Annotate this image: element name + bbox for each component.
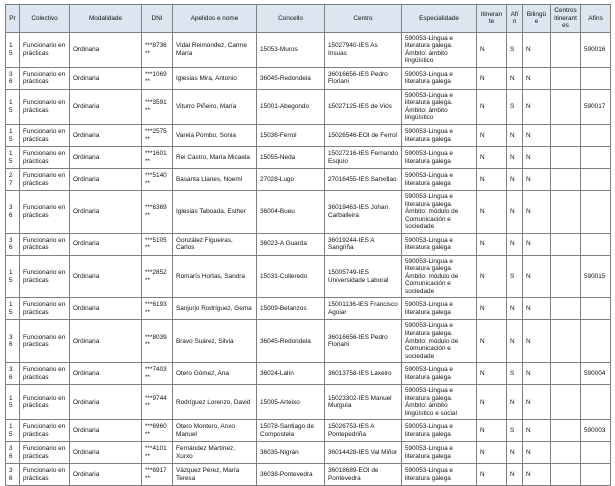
header-bilingue: Bilingüe bbox=[523, 5, 551, 33]
cell-centros-itinerantes bbox=[551, 442, 581, 464]
cell-centro: 27016455-IES Sanxillao bbox=[325, 169, 402, 191]
cell-pr: 36 bbox=[6, 67, 20, 89]
cell-especialidade: 590053-Lingua e literatura galega. Ámbito: módulo de Comunicación e sociedade bbox=[402, 255, 477, 298]
cell-colectivo: Funcionario en prácticas bbox=[20, 363, 70, 385]
cell-dni: ***5105** bbox=[142, 233, 173, 255]
cell-pr: 27 bbox=[6, 169, 20, 191]
cell-pr: 36 bbox=[6, 464, 20, 486]
cell-dni: ***5140** bbox=[142, 169, 173, 191]
table-row bbox=[6, 320, 611, 363]
cell-afin: N bbox=[507, 464, 523, 486]
cell-concello: 36038-Pontevedra bbox=[257, 464, 325, 486]
cell-modalidade: Ordinaria bbox=[70, 67, 142, 89]
cell-centros-itinerantes bbox=[551, 125, 581, 147]
cell-centros-itinerantes bbox=[551, 363, 581, 385]
cell-itinerante: N bbox=[477, 464, 507, 486]
cell-afin: N bbox=[507, 233, 523, 255]
cell-centros-itinerantes bbox=[551, 298, 581, 320]
cell-modalidade: Ordinaria bbox=[70, 255, 142, 298]
cell-modalidade: Ordinaria bbox=[70, 464, 142, 486]
cell-apelidos-e-nome: Bravo Suárez, Silvia bbox=[173, 320, 257, 363]
header-itinerante: Itinerante bbox=[477, 5, 507, 33]
cell-dni: ***6193** bbox=[142, 298, 173, 320]
cell-apelidos-e-nome: Vázquez Pérez, María Teresa bbox=[173, 464, 257, 486]
header-dni: DNI bbox=[142, 5, 173, 33]
table-row bbox=[6, 147, 611, 169]
cell-afins: 590003 bbox=[581, 420, 611, 442]
cell-afin: N bbox=[507, 385, 523, 420]
cell-colectivo: Funcionario en prácticas bbox=[20, 385, 70, 420]
cell-bilingue: N bbox=[523, 464, 551, 486]
cell-itinerante: N bbox=[477, 191, 507, 234]
cell-modalidade: Ordinaria bbox=[70, 420, 142, 442]
cell-dni: ***6917** bbox=[142, 464, 173, 486]
cell-especialidade: 590053-Lingua e literatura galega bbox=[402, 298, 477, 320]
cell-pr: 36 bbox=[6, 233, 20, 255]
table-row bbox=[6, 125, 611, 147]
assignments-table bbox=[5, 4, 611, 486]
cell-modalidade: Ordinaria bbox=[70, 169, 142, 191]
cell-apelidos-e-nome: Otero Gómez, Ana bbox=[173, 363, 257, 385]
cell-afins bbox=[581, 298, 611, 320]
cell-dni: ***7403** bbox=[142, 363, 173, 385]
cell-apelidos-e-nome: Rodríguez Lorenzo, David bbox=[173, 385, 257, 420]
cell-especialidade: 590053-Lingua e literatura galega bbox=[402, 233, 477, 255]
cell-colectivo: Funcionario en prácticas bbox=[20, 191, 70, 234]
cell-colectivo: Funcionario en prácticas bbox=[20, 67, 70, 89]
cell-centros-itinerantes bbox=[551, 191, 581, 234]
cell-centro: 15023302-IES Manuel Murguía bbox=[325, 385, 402, 420]
table-row bbox=[6, 442, 611, 464]
header-afin: Afín bbox=[507, 5, 523, 33]
cell-especialidade: 590053-Lingua e literatura galega. Ámbito: módulo de Comunicación e sociedade bbox=[402, 320, 477, 363]
cell-especialidade: 590053-Lingua e literatura galega bbox=[402, 442, 477, 464]
cell-apelidos-e-nome: González Figueiras, Carlos bbox=[173, 233, 257, 255]
header-apelidos-e-nome: Apelidos e nome bbox=[173, 5, 257, 33]
cell-centro: 15027125-IES de Viós bbox=[325, 89, 402, 124]
cell-itinerante: N bbox=[477, 298, 507, 320]
cell-itinerante: N bbox=[477, 363, 507, 385]
cell-pr: 36 bbox=[6, 320, 20, 363]
cell-centros-itinerantes bbox=[551, 147, 581, 169]
table-body bbox=[6, 32, 611, 486]
table-row bbox=[6, 363, 611, 385]
cell-pr: 15 bbox=[6, 298, 20, 320]
header-centros-itinerantes: Centros itinerantes bbox=[551, 5, 581, 33]
cell-centros-itinerantes bbox=[551, 420, 581, 442]
cell-centro: 36019244-IES A Sangriña bbox=[325, 233, 402, 255]
cell-pr: 15 bbox=[6, 147, 20, 169]
cell-apelidos-e-nome: Fernández Martínez, Xurxo bbox=[173, 442, 257, 464]
cell-pr: 15 bbox=[6, 255, 20, 298]
cell-colectivo: Funcionario en prácticas bbox=[20, 125, 70, 147]
cell-bilingue: N bbox=[523, 320, 551, 363]
cell-modalidade: Ordinaria bbox=[70, 363, 142, 385]
cell-bilingue: N bbox=[523, 363, 551, 385]
cell-afins bbox=[581, 191, 611, 234]
cell-afin: N bbox=[507, 67, 523, 89]
cell-centro: 15026753-IES A Pontepedriña bbox=[325, 420, 402, 442]
cell-dni: ***2575** bbox=[142, 125, 173, 147]
table-row bbox=[6, 89, 611, 124]
cell-itinerante: N bbox=[477, 32, 507, 67]
cell-apelidos-e-nome: Basanta Llanes, Noemí bbox=[173, 169, 257, 191]
cell-afins bbox=[581, 169, 611, 191]
cell-dni: ***9744** bbox=[142, 385, 173, 420]
cell-centro: 36016656-IES Pedro Floriani bbox=[325, 67, 402, 89]
cell-afin: N bbox=[507, 320, 523, 363]
cell-colectivo: Funcionario en prácticas bbox=[20, 169, 70, 191]
cell-modalidade: Ordinaria bbox=[70, 320, 142, 363]
cell-afins bbox=[581, 233, 611, 255]
cell-apelidos-e-nome: Romarís Hortas, Sandra bbox=[173, 255, 257, 298]
cell-afin: N bbox=[507, 125, 523, 147]
cell-itinerante: N bbox=[477, 385, 507, 420]
cell-bilingue: N bbox=[523, 147, 551, 169]
cell-concello: 15036-Ferrol bbox=[257, 125, 325, 147]
cell-afin: S bbox=[507, 255, 523, 298]
cell-concello: 36035-Nigrán bbox=[257, 442, 325, 464]
cell-dni: ***4101** bbox=[142, 442, 173, 464]
cell-concello: 15009-Betanzos bbox=[257, 298, 325, 320]
cell-bilingue: N bbox=[523, 191, 551, 234]
cell-concello: 15053-Muros bbox=[257, 32, 325, 67]
cell-afin: S bbox=[507, 89, 523, 124]
cell-centros-itinerantes bbox=[551, 67, 581, 89]
header-centro: Centro bbox=[325, 5, 402, 33]
cell-pr: 36 bbox=[6, 363, 20, 385]
cell-modalidade: Ordinaria bbox=[70, 89, 142, 124]
cell-modalidade: Ordinaria bbox=[70, 442, 142, 464]
cell-pr: 15 bbox=[6, 420, 20, 442]
cell-modalidade: Ordinaria bbox=[70, 32, 142, 67]
cell-concello: 36045-Redondela bbox=[257, 67, 325, 89]
cell-especialidade: 590053-Lingua e literatura galega bbox=[402, 147, 477, 169]
cell-afins bbox=[581, 464, 611, 486]
cell-apelidos-e-nome: Vidal Reimúndez, Carme María bbox=[173, 32, 257, 67]
cell-itinerante: N bbox=[477, 320, 507, 363]
cell-dni: ***2852** bbox=[142, 255, 173, 298]
cell-colectivo: Funcionario en prácticas bbox=[20, 32, 70, 67]
cell-modalidade: Ordinaria bbox=[70, 298, 142, 320]
cell-afins bbox=[581, 125, 611, 147]
cell-afins bbox=[581, 67, 611, 89]
cell-apelidos-e-nome: Varela Pombo, Sonia bbox=[173, 125, 257, 147]
cell-itinerante: N bbox=[477, 89, 507, 124]
cell-modalidade: Ordinaria bbox=[70, 125, 142, 147]
cell-afin: N bbox=[507, 442, 523, 464]
cell-itinerante: N bbox=[477, 255, 507, 298]
cell-afin: S bbox=[507, 32, 523, 67]
cell-concello: 36024-Lalín bbox=[257, 363, 325, 385]
cell-itinerante: N bbox=[477, 125, 507, 147]
header-especialidade: Especialidade bbox=[402, 5, 477, 33]
cell-centros-itinerantes bbox=[551, 89, 581, 124]
cell-bilingue: N bbox=[523, 298, 551, 320]
cell-colectivo: Funcionario en prácticas bbox=[20, 320, 70, 363]
cell-afins: 590016 bbox=[581, 32, 611, 67]
cell-especialidade: 590053-Lingua e literatura galega bbox=[402, 363, 477, 385]
header-afins: Afíns bbox=[581, 5, 611, 33]
cell-afins bbox=[581, 385, 611, 420]
cell-bilingue: N bbox=[523, 67, 551, 89]
cell-centro: 36019463-IES Johan Carballeira bbox=[325, 191, 402, 234]
cell-dni: ***1069** bbox=[142, 67, 173, 89]
cell-concello: 15078-Santiago de Compostela bbox=[257, 420, 325, 442]
table-row bbox=[6, 32, 611, 67]
cell-colectivo: Funcionario en prácticas bbox=[20, 298, 70, 320]
cell-bilingue: N bbox=[523, 442, 551, 464]
cell-especialidade: 590053-Lingua e literatura galega. Ámbito: ámbito lingüístico bbox=[402, 32, 477, 67]
cell-itinerante: N bbox=[477, 169, 507, 191]
cell-colectivo: Funcionario en prácticas bbox=[20, 420, 70, 442]
table-row bbox=[6, 464, 611, 486]
cell-bilingue: N bbox=[523, 255, 551, 298]
cell-centro: 36013758-IES Laxeiro bbox=[325, 363, 402, 385]
cell-centro: 36014428-IES Val Miñor bbox=[325, 442, 402, 464]
cell-centros-itinerantes bbox=[551, 464, 581, 486]
cell-pr: 36 bbox=[6, 442, 20, 464]
cell-itinerante: N bbox=[477, 67, 507, 89]
cell-especialidade: 590053-Lingua e literatura galega. Ámbito: ámbito lingüístico bbox=[402, 89, 477, 124]
cell-afins: 590004 bbox=[581, 363, 611, 385]
cell-dni: ***6960** bbox=[142, 420, 173, 442]
cell-dni: ***8736** bbox=[142, 32, 173, 67]
cell-itinerante: N bbox=[477, 147, 507, 169]
cell-concello: 36004-Bueu bbox=[257, 191, 325, 234]
cell-afins bbox=[581, 442, 611, 464]
cell-centro: 15005749-IES Universidade Laboral bbox=[325, 255, 402, 298]
cell-centro: 15027940-IES As Insuas bbox=[325, 32, 402, 67]
cell-especialidade: 590053-Lingua e literatura galega. Ámbito: módulo de Comunicación e sociedade bbox=[402, 191, 477, 234]
table-row bbox=[6, 255, 611, 298]
cell-concello: 36023-A Guarda bbox=[257, 233, 325, 255]
table-row bbox=[6, 233, 611, 255]
cell-apelidos-e-nome: Iglesias Taboada, Esther bbox=[173, 191, 257, 234]
cell-afins bbox=[581, 320, 611, 363]
cell-afin: N bbox=[507, 147, 523, 169]
cell-afins: 590017 bbox=[581, 89, 611, 124]
cell-centros-itinerantes bbox=[551, 320, 581, 363]
cell-centros-itinerantes bbox=[551, 32, 581, 67]
cell-afin: N bbox=[507, 298, 523, 320]
table-header bbox=[6, 5, 611, 33]
cell-colectivo: Funcionario en prácticas bbox=[20, 147, 70, 169]
cell-afin: S bbox=[507, 363, 523, 385]
header-row bbox=[6, 5, 611, 33]
table-row bbox=[6, 385, 611, 420]
cell-colectivo: Funcionario en prácticas bbox=[20, 442, 70, 464]
header-pr: Pr bbox=[6, 5, 20, 33]
table-row bbox=[6, 169, 611, 191]
cell-apelidos-e-nome: Otero Montero, Anxo Manuel bbox=[173, 420, 257, 442]
cell-concello: 15001-Abegondo bbox=[257, 89, 325, 124]
cell-apelidos-e-nome: Iglesias Mira, Antonio bbox=[173, 67, 257, 89]
cell-bilingue: N bbox=[523, 125, 551, 147]
cell-concello: 15005-Arteixo bbox=[257, 385, 325, 420]
cell-apelidos-e-nome: Rei Castro, María Micaela bbox=[173, 147, 257, 169]
cell-afin: N bbox=[507, 191, 523, 234]
cell-centro: 15026546-EOI de Ferrol bbox=[325, 125, 402, 147]
cell-modalidade: Ordinaria bbox=[70, 233, 142, 255]
cell-colectivo: Funcionario en prácticas bbox=[20, 233, 70, 255]
cell-colectivo: Funcionario en prácticas bbox=[20, 255, 70, 298]
cell-colectivo: Funcionario en prácticas bbox=[20, 89, 70, 124]
table-row bbox=[6, 298, 611, 320]
cell-bilingue: N bbox=[523, 32, 551, 67]
cell-modalidade: Ordinaria bbox=[70, 191, 142, 234]
cell-afin: N bbox=[507, 169, 523, 191]
cell-bilingue: N bbox=[523, 420, 551, 442]
cell-centros-itinerantes bbox=[551, 169, 581, 191]
cell-afin: S bbox=[507, 420, 523, 442]
cell-modalidade: Ordinaria bbox=[70, 385, 142, 420]
cell-apelidos-e-nome: Sanjurjo Rodríguez, Gema bbox=[173, 298, 257, 320]
header-colectivo: Colectivo bbox=[20, 5, 70, 33]
cell-especialidade: 590053-Lingua e literatura galega bbox=[402, 125, 477, 147]
cell-afins bbox=[581, 147, 611, 169]
header-concello: Concello bbox=[257, 5, 325, 33]
cell-afins: 590015 bbox=[581, 255, 611, 298]
cell-itinerante: N bbox=[477, 442, 507, 464]
cell-bilingue: N bbox=[523, 169, 551, 191]
cell-especialidade: 590053-Lingua e literatura galega bbox=[402, 464, 477, 486]
cell-modalidade: Ordinaria bbox=[70, 147, 142, 169]
cell-centros-itinerantes bbox=[551, 385, 581, 420]
cell-centro: 15027216-IES Fernando Esquío bbox=[325, 147, 402, 169]
cell-centro: 36016656-IES Pedro Floriani bbox=[325, 320, 402, 363]
cell-especialidade: 590053-Lingua e literatura galega bbox=[402, 420, 477, 442]
cell-dni: ***3591** bbox=[142, 89, 173, 124]
header-modalidade: Modalidade bbox=[70, 5, 142, 33]
cell-concello: 15055-Neda bbox=[257, 147, 325, 169]
cell-colectivo: Funcionario en prácticas bbox=[20, 464, 70, 486]
cell-pr: 15 bbox=[6, 385, 20, 420]
cell-centro: 15001136-IES Francisco Aguiar bbox=[325, 298, 402, 320]
table-row bbox=[6, 191, 611, 234]
cell-concello: 36045-Redondela bbox=[257, 320, 325, 363]
cell-apelidos-e-nome: Viturro Piñeiro, María bbox=[173, 89, 257, 124]
cell-bilingue: N bbox=[523, 89, 551, 124]
cell-especialidade: 590053-Lingua e literatura galega bbox=[402, 67, 477, 89]
cell-pr: 36 bbox=[6, 191, 20, 234]
cell-pr: 15 bbox=[6, 125, 20, 147]
cell-especialidade: 590053-Lingua e literatura galega bbox=[402, 169, 477, 191]
cell-concello: 15031-Culleredo bbox=[257, 255, 325, 298]
cell-pr: 15 bbox=[6, 89, 20, 124]
cell-bilingue: N bbox=[523, 233, 551, 255]
cell-centros-itinerantes bbox=[551, 233, 581, 255]
cell-dni: ***1601** bbox=[142, 147, 173, 169]
cell-bilingue: N bbox=[523, 385, 551, 420]
cell-itinerante: N bbox=[477, 233, 507, 255]
cell-especialidade: 590053-Lingua e literatura galega. Ámbito: ámbito lingüístico e social bbox=[402, 385, 477, 420]
cell-dni: ***8039** bbox=[142, 320, 173, 363]
cell-concello: 27028-Lugo bbox=[257, 169, 325, 191]
cell-pr: 15 bbox=[6, 32, 20, 67]
cell-dni: ***6369** bbox=[142, 191, 173, 234]
cell-itinerante: N bbox=[477, 420, 507, 442]
table-row bbox=[6, 420, 611, 442]
cell-centros-itinerantes bbox=[551, 255, 581, 298]
cell-centro: 36018689-EOI de Pontevedra bbox=[325, 464, 402, 486]
table-row bbox=[6, 67, 611, 89]
